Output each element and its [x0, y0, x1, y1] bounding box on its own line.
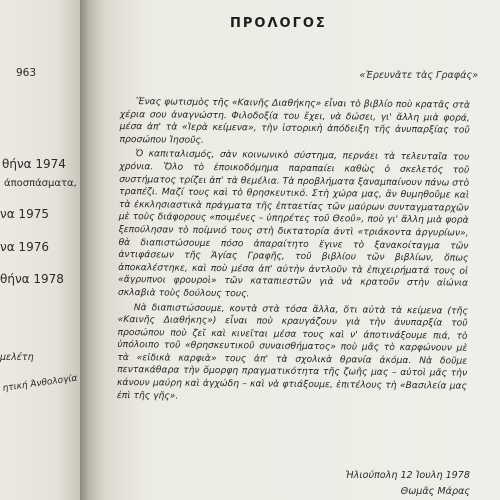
left-page-line: θήνα 1974 [2, 157, 66, 171]
left-page-line: να 1976 [0, 240, 49, 254]
paragraph: Νὰ διαπιστώσουμε, κοντὰ στὰ τόσα ἄλλα, ὅτι αὐτὰ τὰ κείμενα (τῆς «Καινῆς Διαθήκης») εἶναι ποὺ κραυγάζουν γιὰ τὴν ἀνυπαρξία τοῦ προσώπου ποὺ ζεῖ καὶ κινεῖται μέσα τους καὶ ν' ἀποτινάξουμε πιά, τὸ ὑπόλοιπο τοῦ «θρησκευτικοῦ συναισθήματος» ποὺ μᾶς τὸ καρφώνουν μὲ τὰ «εἰδικὰ καρφιὰ» τους ἀπ' τὰ σχολικὰ θρανία ἀκόμα. Νὰ δοῦμε πεντακάθαρα τὴν ὄμορφη πραγματικότητα τῆς ζωῆς μας – αὐτοὶ μᾶς τὴν κάνουν μαύρη καὶ ἀγχώδη – καὶ νὰ φτιάξουμε, ἐπιτέλους τὴ «Βασιλεία μας ἐπὶ τῆς γῆς». [116, 301, 468, 402]
epigraph: «Έρευνᾶτε τὰς Γραφάς» [359, 70, 478, 81]
book-spine [80, 0, 106, 500]
left-page-line: μελέτη [0, 352, 34, 363]
left-page-line: 963 [16, 67, 37, 79]
paragraph: Ὁ καπιταλισμός, σὰν κοινωνικὸ σύστημα, περνάει τὰ τελευταῖα του χρόνια. Ὅλο τὸ ἐποικοδόμημα παραπαίει καθὼς ὁ σκελετός τοῦ συστήματος τρίζει ἀπ' τὰ θεμέλια. Τὰ προβλήματα ξαναμπαίνουν πάνω στὸ τραπέζι. Μαζί τους καὶ τὸ θρησκευτικό. Στὴ χώρα μας, ἂν θυμηθοῦμε καὶ τὰ ἐκκλησιαστικὰ πράγματα τῆς ἑπταετίας τῶν μαύρων συνταγματαρχῶν μὲ τοὺς διάφορους «ποιμένες – ὑπηρέτες τοῦ Θεοῦ», ποὺ γι' ἄλλη μιὰ φορὰ ξεπούλησαν τὸ ποίμνιό τους στὴ δικτατορία ἀντὶ «τριάκοντα ἀργυρίων», θὰ διαπιστώσουμε πόσο ἀπαραίτητο ἔγινε τὸ ξανακοίταγμα τῶν ἀντιφάσεων τῆς Ἁγίας Γραφῆς, τοῦ βιβλίου τῶν βιβλίων, ὅπως ἀποκαλέστηκε, καὶ ποὺ μέσα ἀπ' αὐτὴν ἀντλοῦν τὰ ἐπιχειρήματά τους οἱ «ἄγρυπνοι φρουροὶ» τῶν καταπιεστῶν γιὰ νὰ κρατοῦν στὴν αἰώνια σκλαβιὰ τοὺς δούλους τους. [117, 148, 470, 300]
prologue-body [117, 96, 470, 408]
author-name: Θωμᾶς Μάρας [400, 486, 470, 497]
paragraph: Ἕνας φωτισμὸς τῆς «Καινῆς Διαθήκης» εἶναι τὸ βιβλίο ποὺ κρατᾶς στὰ χέρια σου ἀναγνώστη. Φιλοδοξία του ἔχει, νὰ δώσει, γι' ἄλλη μιὰ φορά, μέσα ἀπ' τὰ «Ἱερὰ κείμενα», τὴν ἱστορικὴ ἀπόδειξη τῆς ἀνυπαρξίας τοῦ προσώπου Ἰησοῦς. [119, 96, 470, 146]
left-page-line: ητική Άνθολογία [2, 373, 79, 394]
left-page-line: άποσπάσματα, [4, 178, 77, 189]
left-page-line: θήνα 1978 [0, 272, 64, 286]
signature-block [346, 468, 470, 500]
page-title: ΠΡΟΛΟΓΟΣ [230, 16, 327, 31]
left-page [0, 0, 80, 500]
left-page-line: να 1975 [0, 207, 49, 221]
place-date: Ἡλιούπολη 12 Ἰουλη 1978 [345, 470, 470, 481]
